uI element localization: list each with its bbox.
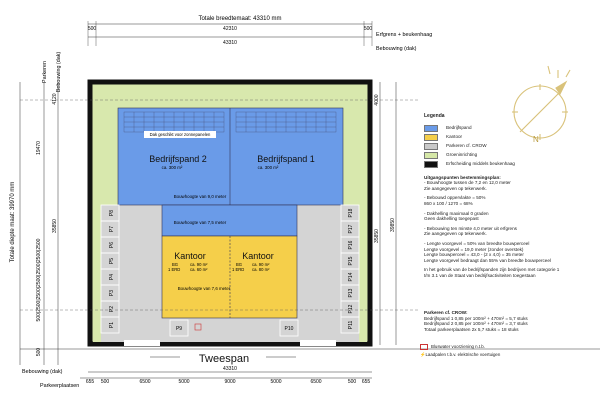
laadpalen-label: Laadpalen t.b.v. elektrische voertuigen [425, 352, 501, 357]
parking-label: P3 [109, 289, 115, 297]
dim-500-bottom: 500 [36, 347, 42, 357]
kantoor-left-1e: 1 ERD [168, 267, 181, 272]
note-line: Geen dakhelling toegepast [424, 216, 479, 222]
dim-39850: 39850 [390, 218, 396, 232]
bottom-dim: 655 [85, 379, 95, 385]
plug-icon: ⚡ [420, 352, 426, 357]
legend-item-parkeren [424, 142, 598, 151]
dim-42310: 42310 [223, 26, 237, 32]
parkeren-label: Parkeren [42, 61, 48, 83]
height-76-label: Bouwhoogte van 7,6 meter [177, 286, 231, 291]
unit2-area: ca. 300 m² [161, 165, 183, 170]
parking-label: P6 [109, 241, 115, 249]
bebouwing-right-label: Bebouwing (dak) [376, 46, 417, 52]
kantoor-right-title: Kantoor [242, 251, 274, 261]
note-line: - Bebouwing ten minste 4,0 meter uit erfgrens [424, 225, 517, 231]
bebouwing-bottom-label: Bebouwing (dak) [22, 369, 63, 375]
legend-label: Kantoor [446, 134, 463, 140]
parkeren-notes-title: Parkeren cf. CROW: [424, 310, 468, 315]
legend-label: Groeninrichting [446, 152, 478, 158]
unit1-title: Bedrijfspand 1 [257, 154, 315, 164]
kantoor-right-bg-area: ca. 90 m² [252, 262, 270, 267]
parking-label: P17 [348, 224, 354, 234]
parking-label: P15 [348, 256, 354, 266]
parkeerplaatsen-label: Parkeerplaatsen [40, 383, 80, 389]
parking-label: P11 [348, 320, 354, 330]
note-line: - Dakhelling maximaal 0 graden [424, 210, 489, 216]
note-line: Lengte voorgevel bedraagt dan 55% van breedte bouwperceel [424, 257, 551, 263]
legend-item-bedrijfspand [424, 124, 598, 133]
note-line: t/m 3.1 van de Staat van bedrijfsactiviteiten toegestaan [424, 272, 536, 278]
bottom-dim: 6500 [310, 379, 322, 385]
bottom-dim: 9000 [224, 379, 236, 385]
legend-item-kantoor [424, 133, 598, 142]
total-depth-label: Totale diepte maat: 39970 mm [10, 181, 16, 263]
bottom-dim: 500 [347, 379, 357, 385]
legend-title: Legenda [424, 113, 445, 119]
legend-swatch [424, 161, 438, 168]
dim-500-right: 500 [363, 26, 373, 32]
parking-label: P18 [348, 208, 354, 218]
symbol-notes [420, 343, 500, 359]
height-9-label: Bouwhoogte van 9,0 meter [173, 194, 227, 199]
note-line: Bedrijfspand 2 0,85 per 100m² + 470m² = 3,7 stuks [424, 321, 528, 327]
note-line: Zie aangegeven op tekenwerk. [424, 185, 487, 191]
kantoor-left-title: Kantoor [174, 251, 206, 261]
parking-label: P14 [348, 272, 354, 282]
legend-swatch [424, 125, 438, 132]
note-line: Bedrijfspand 1 0,85 per 100m² + 470m² = 5,7 stuks [424, 315, 528, 321]
kantoor-left-1e-area: ca. 60 m² [190, 267, 208, 272]
dim-stack: 500|2500|2500|2500|2500|2500|2500 [36, 238, 42, 322]
note-line: Zie aangegeven op tekenwerk. [424, 231, 487, 237]
entrance-gap-right [300, 340, 336, 346]
legend-swatch [424, 143, 438, 150]
entrance-gap-left [124, 340, 160, 346]
parking-label: P16 [348, 240, 354, 250]
note-line: In het gebruik van de bedrijfspanden zijn bedrijven met categorie 1 [424, 267, 560, 273]
bottom-dim: 6500 [139, 379, 151, 385]
kantoor-block [162, 236, 297, 318]
dim-500-left: 500 [87, 26, 97, 32]
parking-label: P4 [109, 273, 115, 281]
dim-35850-right: 35850 [374, 229, 380, 243]
parking-label: P13 [348, 288, 354, 298]
parking-label: P2 [109, 305, 115, 313]
green-strip-right [359, 205, 367, 342]
dim-43310-bottom: 43310 [223, 366, 237, 372]
legend-label: Parkeren cf. CROW [446, 143, 487, 149]
parkeren-notes [424, 310, 598, 332]
bottom-dim: 500 [100, 379, 110, 385]
note-line: 860 x 100 / 1270 = 68% [424, 200, 473, 206]
parking-label: P7 [109, 225, 115, 233]
bebouwing-left-label: Bebouwing (dak) [56, 51, 62, 93]
green-strip-left [93, 205, 101, 342]
bluswater-note [420, 343, 500, 351]
height-75-label: Bouwhoogte van 7,5 meter [173, 220, 227, 225]
bottom-dim: 655 [361, 379, 371, 385]
legend-label: Erfscheiding middels beukenhaag [446, 161, 515, 167]
kantoor-right-1e-area: ca. 80 m² [252, 267, 270, 272]
roof-note: Dak geschikt voor zonnepanelen [149, 132, 211, 137]
unit1-area: ca. 300 m² [257, 165, 279, 170]
bluswater-label: Bluswater voorziening n.t.b. [431, 344, 485, 349]
dim-35850-left: 35850 [52, 219, 58, 233]
note-line: - Bebouwd oppervlakte = 50% [424, 195, 486, 201]
unit2-title: Bedrijfspand 2 [149, 154, 207, 164]
note-line: Totaal parkeerplaatsen 2x 5,7 stuks = 18 stuks [424, 326, 519, 332]
parking-label: P10 [284, 326, 294, 332]
dim-4120: 4120 [52, 93, 58, 105]
parking-label: P8 [109, 209, 115, 217]
parking-label: P1 [109, 321, 115, 329]
bottom-dim: 5000 [178, 379, 190, 385]
street-name: Tweespan [198, 353, 250, 365]
dim-19470: 19470 [36, 141, 42, 155]
parking-label: P12 [348, 304, 354, 314]
kantoor-right-1e: 1 ERD [232, 267, 245, 272]
legend-panel [424, 114, 598, 279]
kantoor-left-bg: BG [172, 262, 179, 267]
legend-item-erfscheiding [424, 160, 598, 169]
uitgangspunten-title: Uitgangspunten bestemmingsplan: [424, 174, 501, 180]
bluswater-icon [420, 344, 428, 350]
erfgrens-label: Erfgrens + beukenhaag [376, 32, 433, 38]
compass-letter: N [533, 135, 539, 144]
parking-label: P9 [175, 326, 183, 332]
legend-swatch [424, 152, 438, 159]
top-total-width-label: Totale breedtemaat: 43310 mm [198, 16, 282, 22]
legend-item-groen [424, 151, 598, 160]
note-line: Lengte voorgevel = 19,0 meter (zonder overstek) [424, 246, 524, 252]
note-line: - Lengte voorgevel = 50% van breedte bouwperceel [424, 240, 530, 246]
laadpalen-note [420, 351, 500, 359]
parking-label: P5 [109, 257, 115, 265]
note-line: Lengte bouwperceel = 43,0 - (2 x 4,0) = 35 meter [424, 252, 524, 258]
bottom-dim: 5000 [270, 379, 282, 385]
legend-label: Bedrijfspand [446, 125, 472, 131]
note-line: - Bouwhoogte tussen de 7,2 en 12,0 meter [424, 180, 511, 186]
kantoor-right-bg: BG [236, 262, 243, 267]
dim-43310-top: 43310 [223, 40, 237, 46]
kantoor-left-bg-area: ca. 90 m² [190, 262, 208, 267]
legend-swatch [424, 134, 438, 141]
dim-4000: 4000 [374, 94, 380, 106]
